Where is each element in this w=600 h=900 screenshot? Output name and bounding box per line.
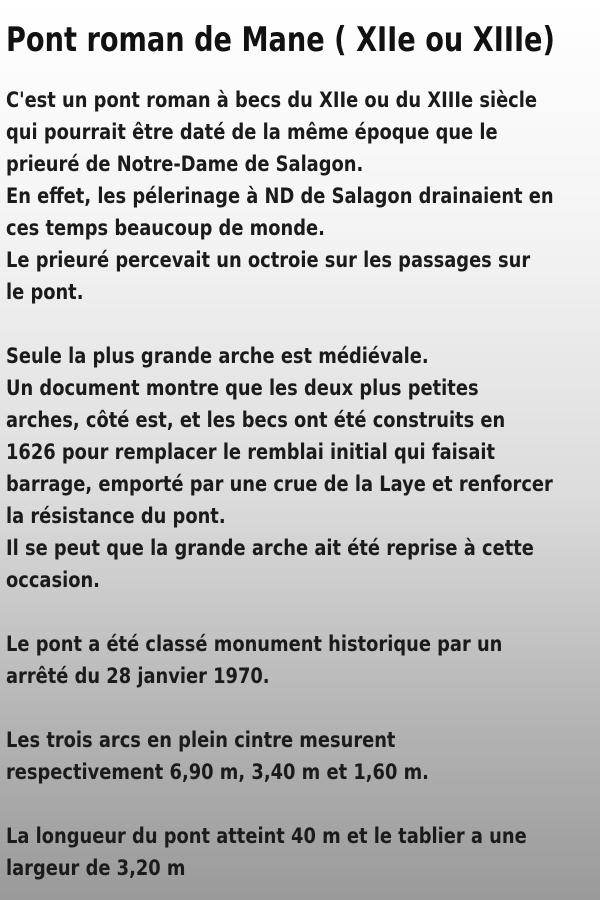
paragraph-arches xyxy=(6,340,600,596)
text-line: En effet, les pélerinage à ND de Salagon drainaient en xyxy=(6,184,554,208)
text-line: prieuré de Notre-Dame de Salagon. xyxy=(6,152,364,176)
text-line: Seule la plus grande arche est médiévale. xyxy=(6,344,429,368)
text-line: Le pont a été classé monument historique par un xyxy=(6,632,503,656)
text-line: 1626 pour remplacer le remblai initial qui faisait xyxy=(6,440,496,464)
text-line: C'est un pont roman à becs du XIIe ou du XIIIe siècle xyxy=(6,88,537,112)
text-line: le pont. xyxy=(6,280,84,304)
paragraph-classification xyxy=(6,628,600,692)
paragraph-arcs xyxy=(6,724,600,788)
text-line: largeur de 3,20 m xyxy=(6,856,186,880)
text-line: arches, côté est, et les becs ont été construits en xyxy=(6,408,506,432)
text-line: Il se peut que la grande arche ait été reprise à cette xyxy=(6,536,534,560)
text-line: occasion. xyxy=(6,568,100,592)
page-title: Pont roman de Mane ( XIIe ou XIIIe) xyxy=(6,20,555,60)
text-line: arrêté du 28 janvier 1970. xyxy=(6,664,270,688)
text-line: Les trois arcs en plein cintre mesurent xyxy=(6,728,396,752)
text-line: qui pourrait être daté de la même époque que le xyxy=(6,120,498,144)
text-line: barrage, emporté par une crue de la Laye et renforcer xyxy=(6,472,553,496)
text-line: Le prieuré percevait un octroie sur les passages sur xyxy=(6,248,531,272)
text-line: La longueur du pont atteint 40 m et le tablier a une xyxy=(6,824,527,848)
paragraph-history xyxy=(6,84,600,308)
paragraph-dimensions xyxy=(6,820,600,884)
body-text xyxy=(6,84,600,884)
text-line: Un document montre que les deux plus petites xyxy=(6,376,479,400)
text-line: ces temps beaucoup de monde. xyxy=(6,216,325,240)
text-line: respectivement 6,90 m, 3,40 m et 1,60 m. xyxy=(6,760,429,784)
text-line: la résistance du pont. xyxy=(6,504,226,528)
